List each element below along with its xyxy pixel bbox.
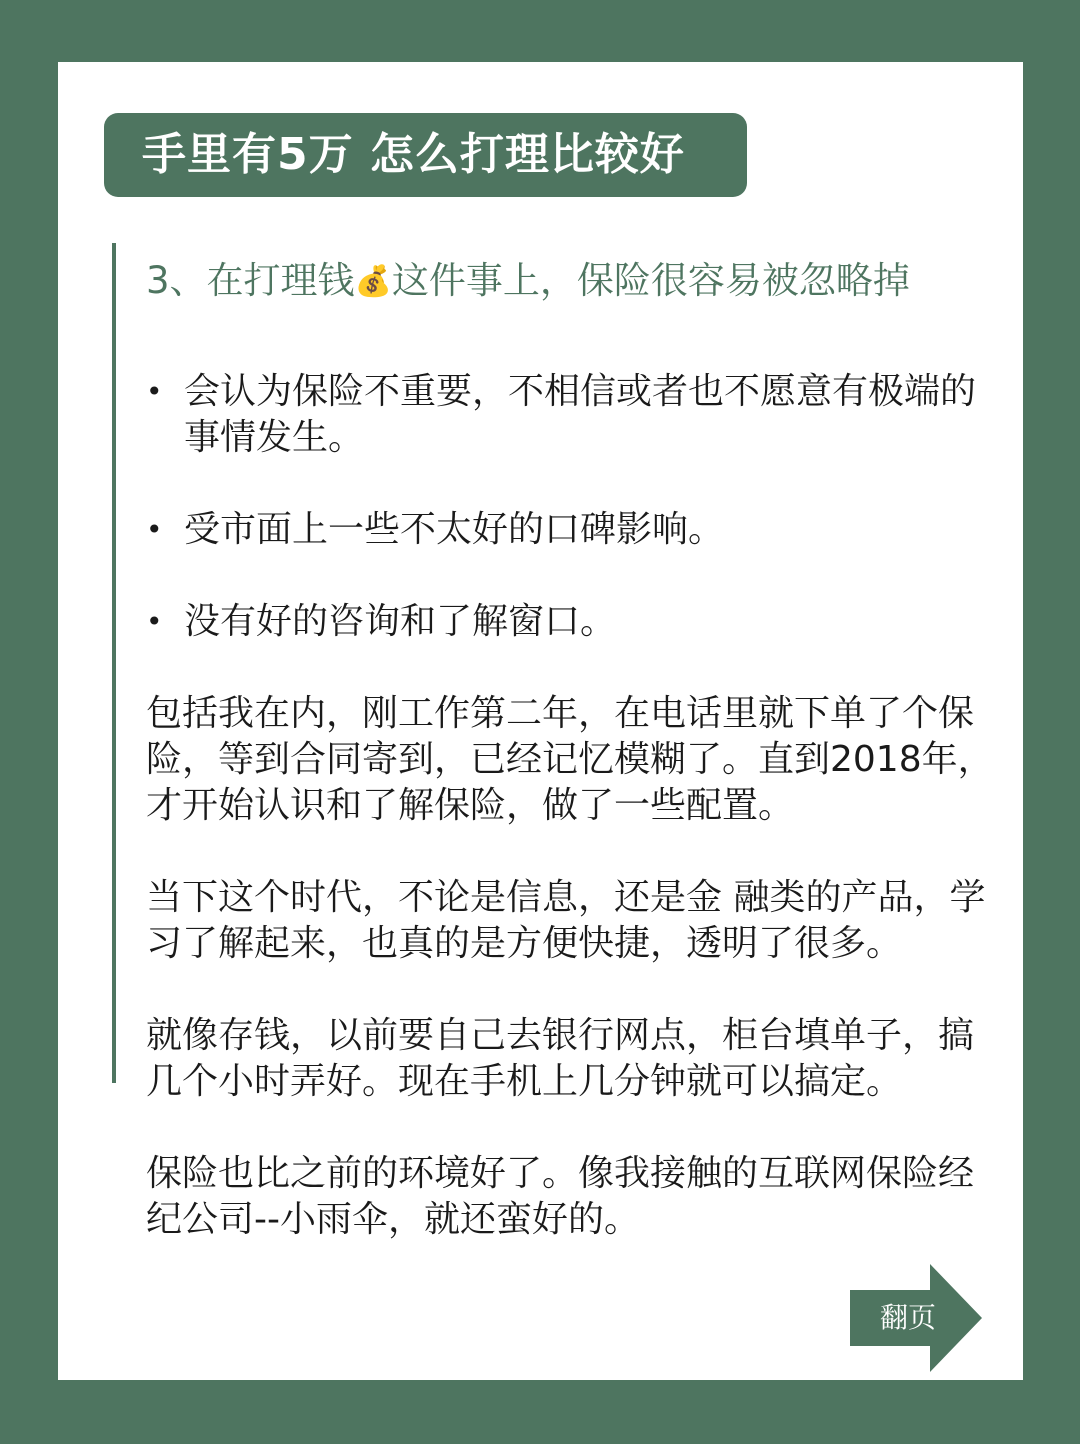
paragraph: 保险也比之前的环境好了。像我接触的互联网保险经纪公司--小雨伞，就还蛮好的。 <box>146 1153 975 1240</box>
money-bag-icon: 💰 <box>354 264 392 299</box>
paragraph: 就像存钱，以前要自己去银行网点，柜台填单子，搞几个小时弄好。现在手机上几分钟就可以搞定。 <box>146 1015 975 1102</box>
left-accent-rule <box>112 243 116 1083</box>
content-card <box>58 62 1023 1380</box>
section-heading-text-before: 3、在打理钱 <box>146 259 355 302</box>
bullet-list <box>146 369 1006 645</box>
bullet-item: • 受市面上一些不太好的口碑影响。 <box>146 507 1006 553</box>
next-page-label: 翻页 <box>879 1301 936 1334</box>
next-page-button[interactable] <box>850 1264 982 1372</box>
section-heading-text-after: 这件事上，保险很容易被忽略掉 <box>391 259 910 302</box>
paragraph: 包括我在内，刚工作第二年，在电话里就下单了个保险，等到合同寄到，已经记忆模糊了。直到2018年，才开始认识和了解保险，做了一些配置。 <box>146 693 994 826</box>
bullet-item: • 会认为保险不重要，不相信或者也不愿意有极端的事情发生。 <box>146 369 1006 461</box>
section-heading <box>146 258 1006 305</box>
paragraph: 当下这个时代，不论是信息，还是金 融类的产品，学习了解起来，也真的是方便快捷，透明了很多。 <box>146 877 986 964</box>
bullet-item: • 没有好的咨询和了解窗口。 <box>146 599 1006 645</box>
page-title: 手里有5万 怎么打理比较好 <box>104 113 747 197</box>
article-body <box>146 258 1006 1289</box>
